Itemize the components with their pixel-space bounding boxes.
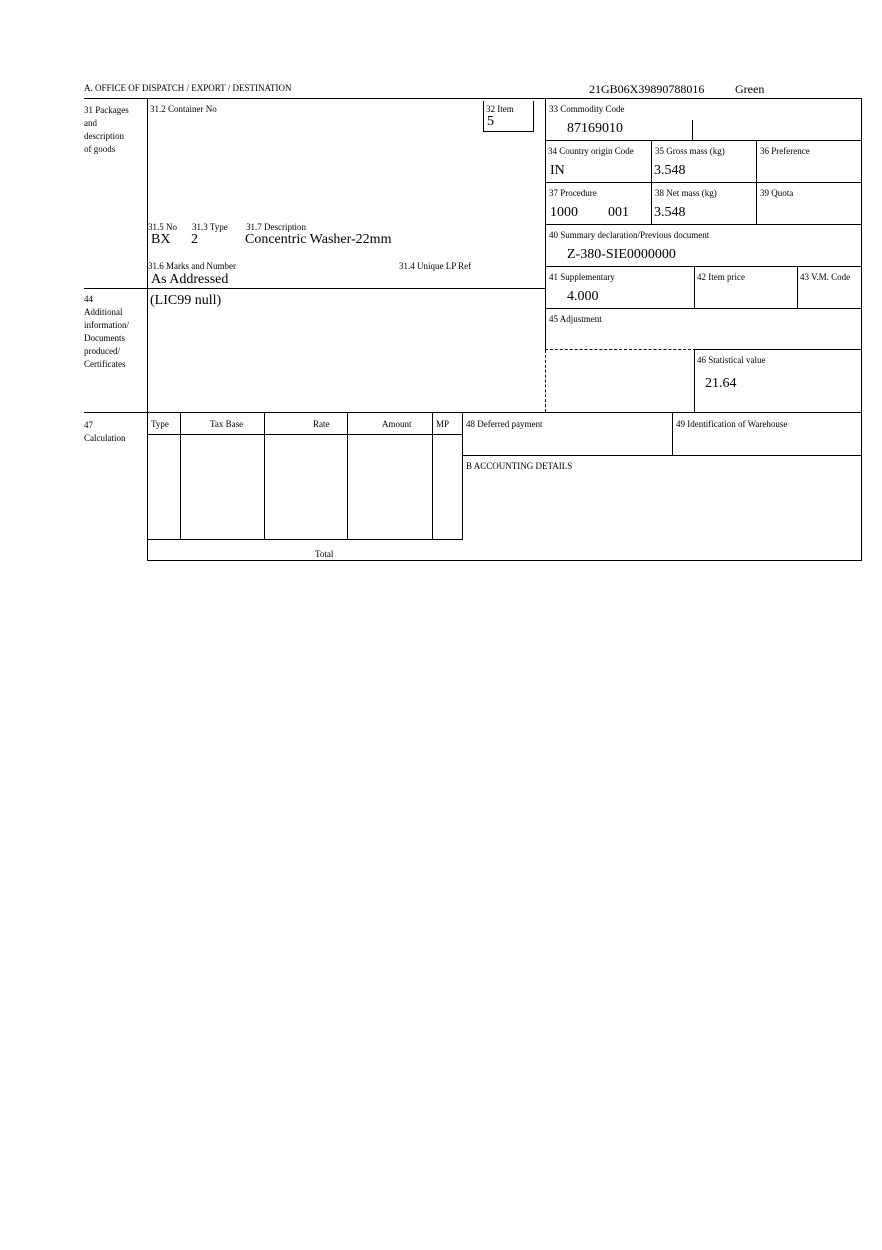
rule-bottom <box>147 560 861 561</box>
rule-box33-tick <box>692 120 693 140</box>
unique-lp-ref-label: 31.4 Unique LP Ref <box>399 261 472 271</box>
statistical-value-label: 46 Statistical value <box>697 355 766 365</box>
rule-box44-bottom <box>84 412 861 413</box>
calculation-label: 47 Calculation <box>84 420 126 443</box>
goods-description-value: Concentric Washer-22mm <box>245 232 392 247</box>
office-of-dispatch-label: A. OFFICE OF DISPATCH / EXPORT / DESTINATION <box>84 83 292 93</box>
rule-col-43 <box>797 266 798 308</box>
rule-calc-col-5 <box>462 412 463 540</box>
rule-row-37 <box>545 224 861 225</box>
country-origin-value: IN <box>550 163 565 178</box>
package-no-value: BX <box>151 232 171 247</box>
commodity-code-value: 87169010 <box>567 121 623 136</box>
net-mass-value: 3.548 <box>654 205 686 220</box>
rule-row-34 <box>545 182 861 183</box>
adjustment-label: 45 Adjustment <box>549 314 602 324</box>
rule-col-49 <box>672 412 673 455</box>
rule-calc-col-2 <box>264 412 265 539</box>
route-indicator: Green <box>735 82 765 96</box>
description-label: 31.7 Description <box>246 222 306 232</box>
additional-information-label: 44 Additional information/ Documents produced/ Certificates <box>84 294 129 369</box>
rule-row-48 <box>462 455 861 456</box>
rule-calc-header <box>147 434 462 435</box>
summary-declaration-value: Z-380-SIE0000000 <box>567 247 676 262</box>
quota-label: 39 Quota <box>760 188 794 198</box>
statistical-value: 21.64 <box>705 376 737 391</box>
rule-mid-col-dashed <box>545 350 546 412</box>
calc-col-rate: Rate <box>313 419 330 429</box>
gross-mass-value: 3.548 <box>654 163 686 178</box>
rule-calc-col-4 <box>432 412 433 539</box>
calc-col-type: Type <box>151 419 169 429</box>
rule-row-45-dashed <box>545 349 696 350</box>
rule-col-36 <box>756 140 757 224</box>
rule-box31-bottom <box>84 288 545 289</box>
gross-mass-label: 35 Gross mass (kg) <box>655 146 725 156</box>
warehouse-id-label: 49 Identification of Warehouse <box>676 419 788 429</box>
vm-code-label: 43 V.M. Code <box>800 272 851 282</box>
rule-right <box>861 98 862 561</box>
item-value: 5 <box>487 114 494 129</box>
rule-row-41 <box>545 308 861 309</box>
deferred-payment-label: 48 Deferred payment <box>466 419 543 429</box>
declaration-reference: 21GB06X39890788016 <box>589 82 705 96</box>
container-no-label: 31.2 Container No <box>150 104 217 114</box>
rule-top <box>84 98 861 99</box>
rule-calc-col-3 <box>347 412 348 539</box>
procedure-value: 1000 <box>550 205 578 220</box>
rule-row-45 <box>696 349 861 350</box>
preference-label: 36 Preference <box>760 146 810 156</box>
no-label: 31.5 No <box>148 222 177 232</box>
calc-col-tax-base: Tax Base <box>210 419 244 429</box>
net-mass-label: 38 Net mass (kg) <box>655 188 717 198</box>
additional-information-value: (LIC99 null) <box>150 293 222 308</box>
calc-col-amount: Amount <box>382 419 412 429</box>
country-origin-label: 34 Country origin Code <box>548 146 634 156</box>
rule-col-46 <box>694 349 695 412</box>
rule-col-42 <box>694 266 695 308</box>
rule-calc-body-bottom <box>147 539 462 540</box>
rule-row-33 <box>545 140 861 141</box>
rule-left-col <box>147 98 148 561</box>
calc-col-mp: MP <box>436 419 450 429</box>
calc-total-label: Total <box>315 549 334 559</box>
rule-calc-col-1 <box>180 412 181 539</box>
commodity-code-label: 33 Commodity Code <box>549 104 625 114</box>
procedure-label: 37 Procedure <box>549 188 597 198</box>
marks-value: As Addressed <box>151 272 229 287</box>
marks-label: 31.6 Marks and Number <box>148 261 236 271</box>
item-price-label: 42 Item price <box>697 272 745 282</box>
rule-row-40 <box>545 266 861 267</box>
item-label: 32 Item <box>486 104 514 114</box>
packages-label: 31 Packages and description of goods <box>84 105 129 154</box>
rule-col-35 <box>651 140 652 224</box>
procedure-additional-value: 001 <box>608 205 629 220</box>
type-label: 31.3 Type <box>192 222 228 232</box>
summary-declaration-label: 40 Summary declaration/Previous document <box>549 230 710 240</box>
supplementary-label: 41 Supplementary <box>549 272 615 282</box>
accounting-details-label: B ACCOUNTING DETAILS <box>466 461 573 471</box>
package-type-value: 2 <box>191 232 198 247</box>
supplementary-value: 4.000 <box>567 289 599 304</box>
